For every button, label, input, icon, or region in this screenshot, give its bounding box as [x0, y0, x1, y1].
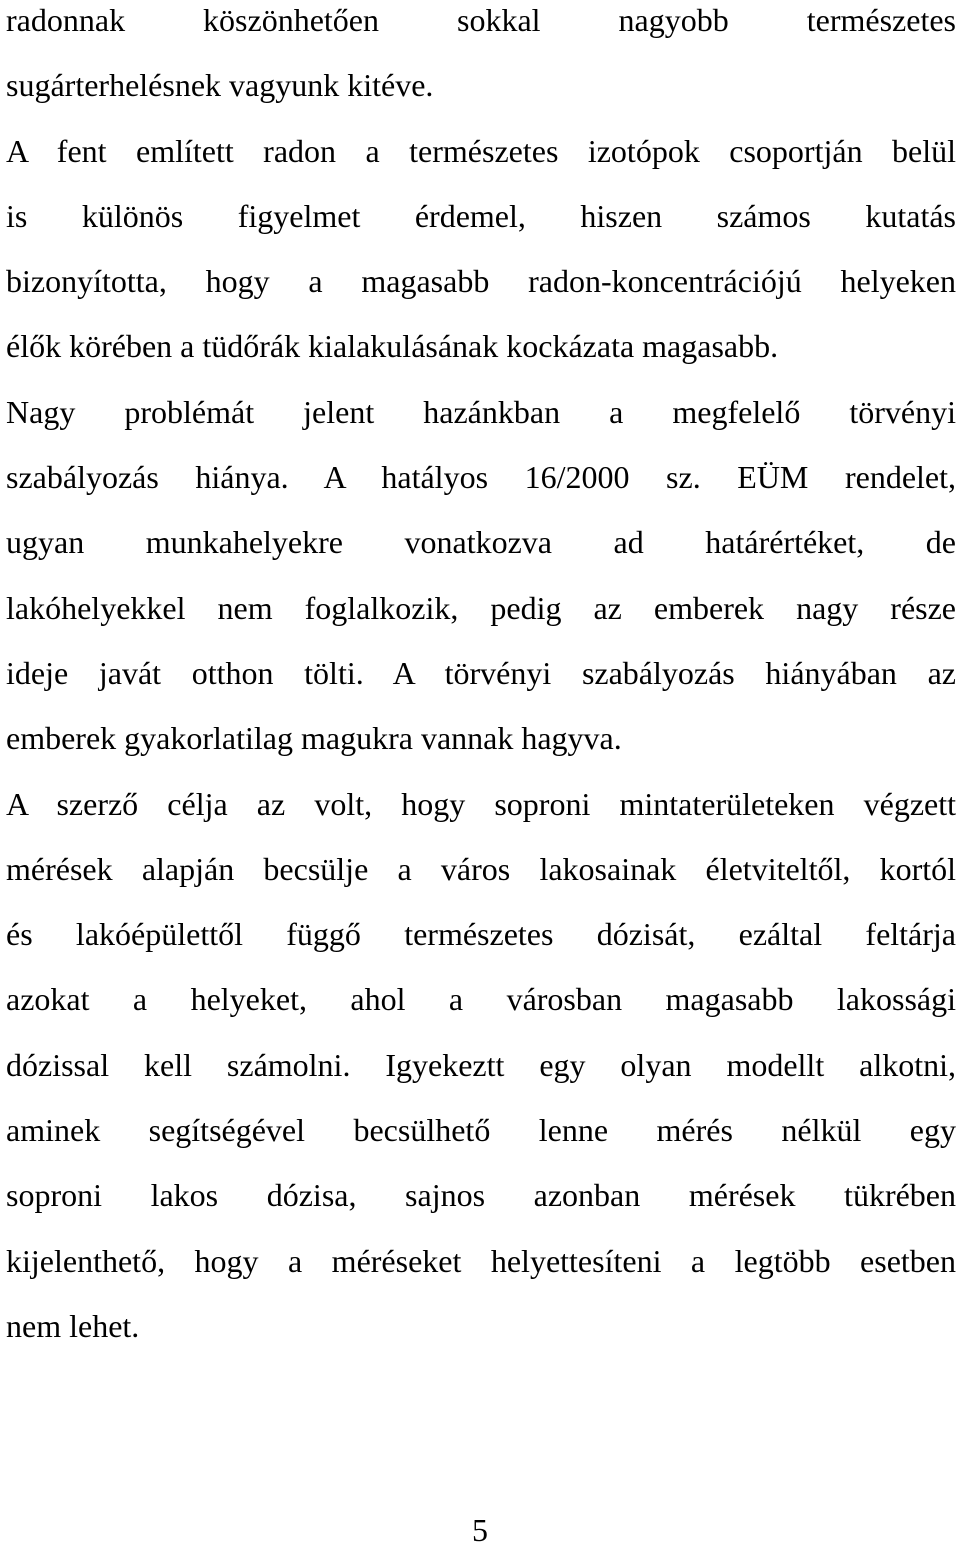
text-line: mérések alapján becsülje a város lakosainak életviteltől, kortól	[6, 850, 956, 887]
text-line: dózissal kell számolni. Igyekeztt egy olyan modellt alkotni,	[6, 1046, 956, 1083]
text-line: radonnak köszönhetően sokkal nagyobb természetes	[6, 2, 956, 38]
text-line: élők körében a tüdőrák kialakulásának kockázata magasabb.	[6, 328, 779, 365]
text-line: ugyan munkahelyekre vonatkozva ad határértéket, de	[6, 524, 956, 561]
text-line: ideje javát otthon tölti. A törvényi szabályozás hiányában az	[6, 654, 956, 691]
text-line: szabályozás hiánya. A hatályos 16/2000 sz. EÜM rendelet,	[6, 459, 956, 496]
text-line: A szerző célja az volt, hogy soproni mintaterületeken végzett	[6, 785, 956, 822]
text-line: azokat a helyeket, ahol a városban magasabb lakossági	[6, 981, 956, 1018]
text-line: bizonyította, hogy a magasabb radon-koncentrációjú helyeken	[6, 263, 956, 300]
text-line: emberek gyakorlatilag magukra vannak hagyva.	[6, 720, 622, 757]
body-text	[6, 0, 956, 1359]
text-line: aminek segítségével becsülhető lenne mérés nélkül egy	[6, 1112, 956, 1149]
text-line: is különös figyelmet érdemel, hiszen számos kutatás	[6, 197, 956, 234]
page-number: 5	[472, 1512, 488, 1548]
text-line: sugárterhelésnek vagyunk kitéve.	[6, 67, 434, 104]
text-line: A fent említett radon a természetes izotópok csoportján belül	[6, 132, 956, 169]
text-line: soproni lakos dózisa, sajnos azonban mérések tükrében	[6, 1177, 956, 1214]
text-line: Nagy problémát jelent hazánkban a megfelelő törvényi	[6, 393, 956, 430]
text-line: lakóhelyekkel nem foglalkozik, pedig az emberek nagy része	[6, 589, 956, 626]
text-line: kijelenthető, hogy a méréseket helyettesíteni a legtöbb esetben	[6, 1242, 956, 1279]
text-line: nem lehet.	[6, 1307, 140, 1344]
text-line: és lakóépülettől függő természetes dózisát, ezáltal feltárja	[6, 916, 956, 953]
